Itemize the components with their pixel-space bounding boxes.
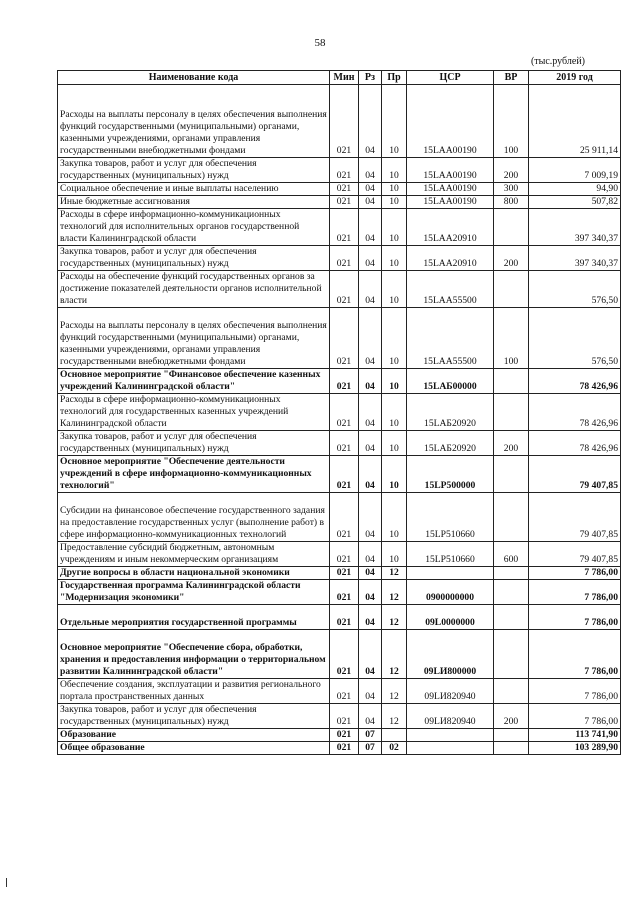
cell-vr: 200 bbox=[494, 431, 529, 456]
cell-sum: 576,50 bbox=[529, 271, 621, 308]
cell-name: Основное мероприятие "Обеспечение сбора, обработки, хранения и предоставления информации о территориальном развитии Калининградской области" bbox=[58, 630, 330, 679]
cell-csr: 15LP510660 bbox=[407, 493, 494, 542]
cell-sum: 94,90 bbox=[529, 183, 621, 196]
cell-sum: 103 289,90 bbox=[529, 742, 621, 755]
cell-sum: 7 786,00 bbox=[529, 704, 621, 729]
cell-rz: 04 bbox=[359, 704, 382, 729]
cell-rz: 04 bbox=[359, 246, 382, 271]
cell-name: Общее образование bbox=[58, 742, 330, 755]
cell-min: 021 bbox=[330, 742, 359, 755]
cell-pr: 10 bbox=[382, 369, 407, 394]
header-sum: 2019 год bbox=[529, 71, 621, 85]
cell-min: 021 bbox=[330, 246, 359, 271]
cell-vr: 200 bbox=[494, 158, 529, 183]
cell-csr: 15LP510660 bbox=[407, 542, 494, 567]
cell-csr: 09L0000000 bbox=[407, 605, 494, 630]
cell-name: Расходы на обеспечение функций государственных органов за достижение показателей деятельности органов исполнительной власти bbox=[58, 271, 330, 308]
cell-pr: 10 bbox=[382, 183, 407, 196]
table-row bbox=[58, 456, 621, 493]
cell-min: 021 bbox=[330, 369, 359, 394]
cell-pr: 02 bbox=[382, 742, 407, 755]
table-row bbox=[58, 742, 621, 755]
cell-rz: 04 bbox=[359, 308, 382, 369]
cell-pr: 10 bbox=[382, 394, 407, 431]
cell-sum: 7 786,00 bbox=[529, 679, 621, 704]
margin-mark bbox=[6, 878, 7, 887]
cell-name: Другие вопросы в области национальной экономики bbox=[58, 567, 330, 580]
cell-csr: 15LAA55500 bbox=[407, 271, 494, 308]
table-row bbox=[58, 630, 621, 679]
cell-min: 021 bbox=[330, 209, 359, 246]
table-row bbox=[58, 704, 621, 729]
cell-name: Отдельные мероприятия государственной программы bbox=[58, 605, 330, 630]
table-row bbox=[58, 271, 621, 308]
cell-name: Социальное обеспечение и иные выплаты населению bbox=[58, 183, 330, 196]
table-row bbox=[58, 394, 621, 431]
cell-vr bbox=[494, 580, 529, 605]
cell-vr: 300 bbox=[494, 183, 529, 196]
cell-pr: 12 bbox=[382, 679, 407, 704]
table-row bbox=[58, 308, 621, 369]
table-row bbox=[58, 605, 621, 630]
cell-sum: 7 786,00 bbox=[529, 580, 621, 605]
cell-rz: 04 bbox=[359, 369, 382, 394]
cell-rz: 07 bbox=[359, 742, 382, 755]
cell-min: 021 bbox=[330, 456, 359, 493]
cell-csr: 15LАБ00000 bbox=[407, 369, 494, 394]
cell-csr: 15LAA00190 bbox=[407, 158, 494, 183]
cell-pr: 12 bbox=[382, 605, 407, 630]
cell-vr bbox=[494, 456, 529, 493]
cell-csr: 15LAA00190 bbox=[407, 196, 494, 209]
cell-pr: 10 bbox=[382, 85, 407, 158]
cell-name: Субсидии на финансовое обеспечение государственного задания на предоставление государственных услуг (выполнение работ) в сфере информационно-коммуникационных технологий bbox=[58, 493, 330, 542]
cell-min: 021 bbox=[330, 394, 359, 431]
cell-pr: 10 bbox=[382, 158, 407, 183]
cell-csr: 15LАБ20920 bbox=[407, 431, 494, 456]
cell-csr: 15LP500000 bbox=[407, 456, 494, 493]
table-row bbox=[58, 729, 621, 742]
cell-name: Закупка товаров, работ и услуг для обеспечения государственных (муниципальных) нужд bbox=[58, 158, 330, 183]
cell-rz: 04 bbox=[359, 605, 382, 630]
cell-min: 021 bbox=[330, 542, 359, 567]
table-row bbox=[58, 196, 621, 209]
cell-pr: 12 bbox=[382, 630, 407, 679]
cell-min: 021 bbox=[330, 183, 359, 196]
table-row bbox=[58, 431, 621, 456]
cell-rz: 04 bbox=[359, 196, 382, 209]
cell-csr: 15LАБ20920 bbox=[407, 394, 494, 431]
table-row bbox=[58, 542, 621, 567]
cell-sum: 397 340,37 bbox=[529, 209, 621, 246]
cell-sum: 7 786,00 bbox=[529, 630, 621, 679]
cell-csr bbox=[407, 729, 494, 742]
cell-min: 021 bbox=[330, 308, 359, 369]
cell-pr: 10 bbox=[382, 542, 407, 567]
cell-sum: 7 786,00 bbox=[529, 567, 621, 580]
table-row bbox=[58, 679, 621, 704]
cell-sum: 79 407,85 bbox=[529, 542, 621, 567]
cell-name: Расходы на выплаты персоналу в целях обеспечения выполнения функций государственными (муниципальными) органами, казенными учреждениями, органами управления государственными внебюджетными фондами bbox=[58, 308, 330, 369]
cell-min: 021 bbox=[330, 493, 359, 542]
table-row bbox=[58, 246, 621, 271]
table-row bbox=[58, 85, 621, 158]
cell-pr: 12 bbox=[382, 580, 407, 605]
cell-vr bbox=[494, 567, 529, 580]
table-body bbox=[58, 85, 621, 755]
table-row bbox=[58, 183, 621, 196]
cell-pr: 12 bbox=[382, 704, 407, 729]
cell-vr bbox=[494, 742, 529, 755]
cell-rz: 04 bbox=[359, 542, 382, 567]
cell-pr: 10 bbox=[382, 209, 407, 246]
cell-sum: 7 786,00 bbox=[529, 605, 621, 630]
cell-csr bbox=[407, 567, 494, 580]
cell-sum: 25 911,14 bbox=[529, 85, 621, 158]
cell-min: 021 bbox=[330, 567, 359, 580]
cell-min: 021 bbox=[330, 679, 359, 704]
cell-csr: 09LИ820940 bbox=[407, 679, 494, 704]
header-csr: ЦСР bbox=[407, 71, 494, 85]
cell-min: 021 bbox=[330, 704, 359, 729]
cell-rz: 04 bbox=[359, 630, 382, 679]
cell-name: Расходы в сфере информационно-коммуникационных технологий для исполнительных органов государственной власти Калининградской области bbox=[58, 209, 330, 246]
cell-min: 021 bbox=[330, 605, 359, 630]
header-min: Мин bbox=[330, 71, 359, 85]
units-note: (тыс.рублей) bbox=[530, 56, 585, 67]
cell-sum: 507,82 bbox=[529, 196, 621, 209]
cell-csr: 15LAA20910 bbox=[407, 209, 494, 246]
cell-name: Предоставление субсидий бюджетным, автономным учреждениям и иным некоммерческим организациям bbox=[58, 542, 330, 567]
cell-pr: 10 bbox=[382, 456, 407, 493]
cell-sum: 576,50 bbox=[529, 308, 621, 369]
table-row bbox=[58, 158, 621, 183]
cell-vr bbox=[494, 271, 529, 308]
cell-rz: 04 bbox=[359, 431, 382, 456]
cell-rz: 04 bbox=[359, 271, 382, 308]
cell-rz: 04 bbox=[359, 580, 382, 605]
cell-min: 021 bbox=[330, 630, 359, 679]
cell-sum: 79 407,85 bbox=[529, 493, 621, 542]
cell-name: Образование bbox=[58, 729, 330, 742]
cell-csr: 15LAA00190 bbox=[407, 85, 494, 158]
cell-vr: 600 bbox=[494, 542, 529, 567]
cell-name: Закупка товаров, работ и услуг для обеспечения государственных (муниципальных) нужд bbox=[58, 704, 330, 729]
cell-vr bbox=[494, 493, 529, 542]
cell-vr bbox=[494, 630, 529, 679]
table-row bbox=[58, 580, 621, 605]
cell-rz: 04 bbox=[359, 567, 382, 580]
cell-min: 021 bbox=[330, 271, 359, 308]
cell-name: Иные бюджетные ассигнования bbox=[58, 196, 330, 209]
cell-vr bbox=[494, 369, 529, 394]
cell-min: 021 bbox=[330, 431, 359, 456]
header-pr: Пр bbox=[382, 71, 407, 85]
cell-vr: 100 bbox=[494, 85, 529, 158]
cell-rz: 07 bbox=[359, 729, 382, 742]
table-row bbox=[58, 209, 621, 246]
table-row bbox=[58, 369, 621, 394]
cell-csr bbox=[407, 742, 494, 755]
cell-vr bbox=[494, 394, 529, 431]
cell-csr: 15LAA00190 bbox=[407, 183, 494, 196]
cell-min: 021 bbox=[330, 158, 359, 183]
cell-name: Основное мероприятие "Обеспечение деятельности учреждений в сфере информационно-коммуникационных технологий" bbox=[58, 456, 330, 493]
cell-rz: 04 bbox=[359, 183, 382, 196]
header-rz: Рз bbox=[359, 71, 382, 85]
cell-pr: 12 bbox=[382, 567, 407, 580]
cell-sum: 78 426,96 bbox=[529, 369, 621, 394]
header-vr: ВР bbox=[494, 71, 529, 85]
cell-name: Расходы на выплаты персоналу в целях обеспечения выполнения функций государственными (муниципальными) органами, казенными учреждениями, органами управления государственными внебюджетными фондами bbox=[58, 85, 330, 158]
page-number: 58 bbox=[314, 37, 326, 49]
cell-rz: 04 bbox=[359, 493, 382, 542]
table-row bbox=[58, 567, 621, 580]
cell-sum: 78 426,96 bbox=[529, 431, 621, 456]
cell-sum: 7 009,19 bbox=[529, 158, 621, 183]
cell-vr: 100 bbox=[494, 308, 529, 369]
cell-vr bbox=[494, 209, 529, 246]
cell-vr bbox=[494, 605, 529, 630]
cell-sum: 78 426,96 bbox=[529, 394, 621, 431]
cell-vr: 800 bbox=[494, 196, 529, 209]
cell-name: Государственная программа Калининградской области "Модернизация экономики" bbox=[58, 580, 330, 605]
cell-name: Закупка товаров, работ и услуг для обеспечения государственных (муниципальных) нужд bbox=[58, 431, 330, 456]
cell-rz: 04 bbox=[359, 209, 382, 246]
cell-pr: 10 bbox=[382, 431, 407, 456]
table-header-row bbox=[58, 71, 621, 85]
cell-csr: 09LИ800000 bbox=[407, 630, 494, 679]
cell-pr: 10 bbox=[382, 196, 407, 209]
cell-csr: 15LAA20910 bbox=[407, 246, 494, 271]
cell-sum: 79 407,85 bbox=[529, 456, 621, 493]
cell-sum: 397 340,37 bbox=[529, 246, 621, 271]
cell-sum: 113 741,90 bbox=[529, 729, 621, 742]
cell-vr bbox=[494, 679, 529, 704]
cell-pr: 10 bbox=[382, 271, 407, 308]
cell-min: 021 bbox=[330, 85, 359, 158]
cell-pr bbox=[382, 729, 407, 742]
cell-pr: 10 bbox=[382, 246, 407, 271]
cell-name: Основное мероприятие "Финансовое обеспечение казенных учреждений Калининградской области" bbox=[58, 369, 330, 394]
cell-min: 021 bbox=[330, 196, 359, 209]
cell-min: 021 bbox=[330, 729, 359, 742]
cell-pr: 10 bbox=[382, 308, 407, 369]
cell-pr: 10 bbox=[382, 493, 407, 542]
header-name: Наименование кода bbox=[58, 71, 330, 85]
cell-rz: 04 bbox=[359, 456, 382, 493]
cell-vr bbox=[494, 729, 529, 742]
cell-csr: 09LИ820940 bbox=[407, 704, 494, 729]
cell-csr: 15LAA55500 bbox=[407, 308, 494, 369]
cell-rz: 04 bbox=[359, 679, 382, 704]
cell-name: Закупка товаров, работ и услуг для обеспечения государственных (муниципальных) нужд bbox=[58, 246, 330, 271]
cell-name: Обеспечение создания, эксплуатации и развития регионального портала пространственных данных bbox=[58, 679, 330, 704]
cell-csr: 0900000000 bbox=[407, 580, 494, 605]
cell-vr: 200 bbox=[494, 704, 529, 729]
cell-rz: 04 bbox=[359, 158, 382, 183]
table-row bbox=[58, 493, 621, 542]
cell-rz: 04 bbox=[359, 85, 382, 158]
budget-table bbox=[57, 70, 621, 755]
cell-min: 021 bbox=[330, 580, 359, 605]
cell-vr: 200 bbox=[494, 246, 529, 271]
cell-rz: 04 bbox=[359, 394, 382, 431]
cell-name: Расходы в сфере информационно-коммуникационных технологий для государственных казенных учреждений Калининградской области bbox=[58, 394, 330, 431]
